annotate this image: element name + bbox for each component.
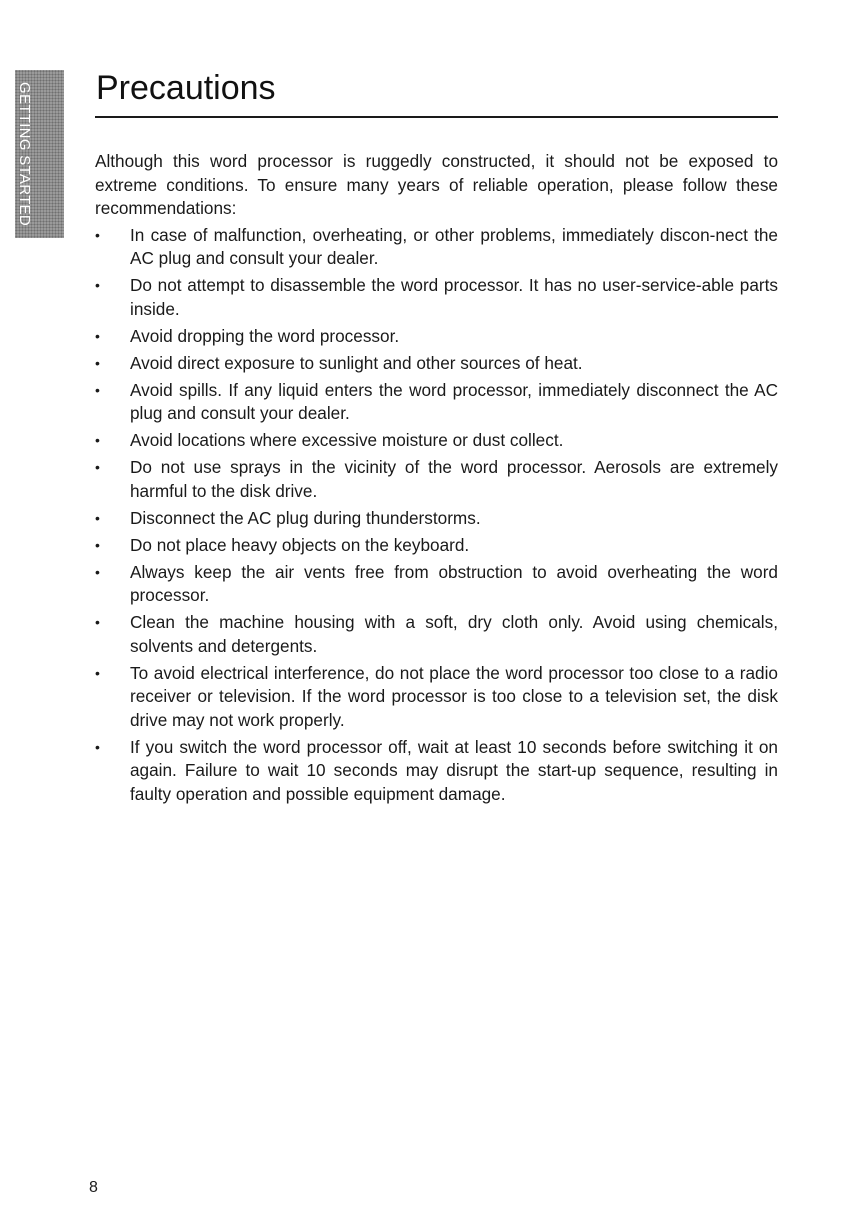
bullet-icon: • — [95, 354, 100, 371]
list-item-text: Avoid spills. If any liquid enters the word processor, immediately disconnect the AC plug and consult your dealer. — [130, 379, 778, 423]
list-item-text: Clean the machine housing with a soft, dry cloth only. Avoid using chemicals, solvents and detergents. — [130, 612, 778, 656]
list-item-text: In case of malfunction, overheating, or other problems, immediately discon-nect the AC plug and consult your dealer. — [130, 224, 778, 268]
bullet-icon: • — [95, 277, 100, 293]
intro-paragraph: Although this word processor is ruggedly constructed, it should not be exposed to extreme conditions. To ensure many years of reliable operation, please follow these recommendations: — [95, 151, 778, 218]
list-item — [95, 534, 778, 558]
list-item-text: Always keep the air vents free from obstruction to avoid overheating the word processor. — [130, 561, 778, 605]
list-item — [95, 379, 778, 426]
page-number: 8 — [89, 1179, 98, 1196]
bullet-icon: • — [95, 614, 100, 630]
bullet-icon: • — [95, 563, 100, 580]
bullet-icon: • — [95, 381, 100, 398]
list-item — [95, 736, 778, 807]
list-item — [95, 456, 778, 503]
list-item-text: Avoid locations where excessive moisture or dust collect. — [130, 430, 564, 450]
page-body — [95, 150, 778, 810]
list-item — [95, 507, 778, 531]
precautions-list — [95, 224, 778, 807]
bullet-icon: • — [95, 509, 100, 526]
bullet-icon: • — [95, 536, 100, 553]
bullet-icon: • — [95, 432, 100, 448]
list-item-text: Avoid dropping the word processor. — [130, 325, 400, 346]
section-tab-label: GETTING STARTED — [16, 82, 33, 226]
list-item — [95, 224, 778, 271]
bullet-icon: • — [95, 226, 100, 243]
list-item-text: Do not place heavy objects on the keyboard. — [130, 534, 470, 555]
list-item — [95, 325, 778, 349]
list-item — [95, 274, 778, 321]
list-item — [95, 561, 778, 608]
list-item-text: Do not attempt to disassemble the word processor. It has no user-service-able parts inside. — [130, 275, 778, 319]
list-item-text: Avoid direct exposure to sunlight and other sources of heat. — [130, 352, 583, 373]
bullet-icon: • — [95, 738, 100, 755]
list-item-text: Do not use sprays in the vicinity of the word processor. Aerosols are extremely harmful to the disk drive. — [130, 457, 778, 501]
page-title: Precautions — [96, 69, 276, 107]
bullet-icon: • — [95, 459, 100, 475]
list-item — [95, 611, 778, 658]
list-item — [95, 662, 778, 733]
list-item-text: If you switch the word processor off, wait at least 10 seconds before switching it on again. Failure to wait 10 seconds may disrupt the start-up sequence, resulting in faulty operation and possible equipment damage. — [130, 736, 778, 804]
bullet-icon: • — [95, 327, 100, 344]
list-item-text: Disconnect the AC plug during thunderstorms. — [130, 507, 481, 528]
title-divider — [95, 116, 778, 118]
list-item — [95, 429, 778, 453]
list-item-text: To avoid electrical interference, do not place the word processor too close to a radio receiver or television. If the word processor is too close to a television set, the disk drive may not work properly. — [130, 662, 778, 730]
bullet-icon: • — [95, 664, 100, 681]
list-item — [95, 352, 778, 376]
